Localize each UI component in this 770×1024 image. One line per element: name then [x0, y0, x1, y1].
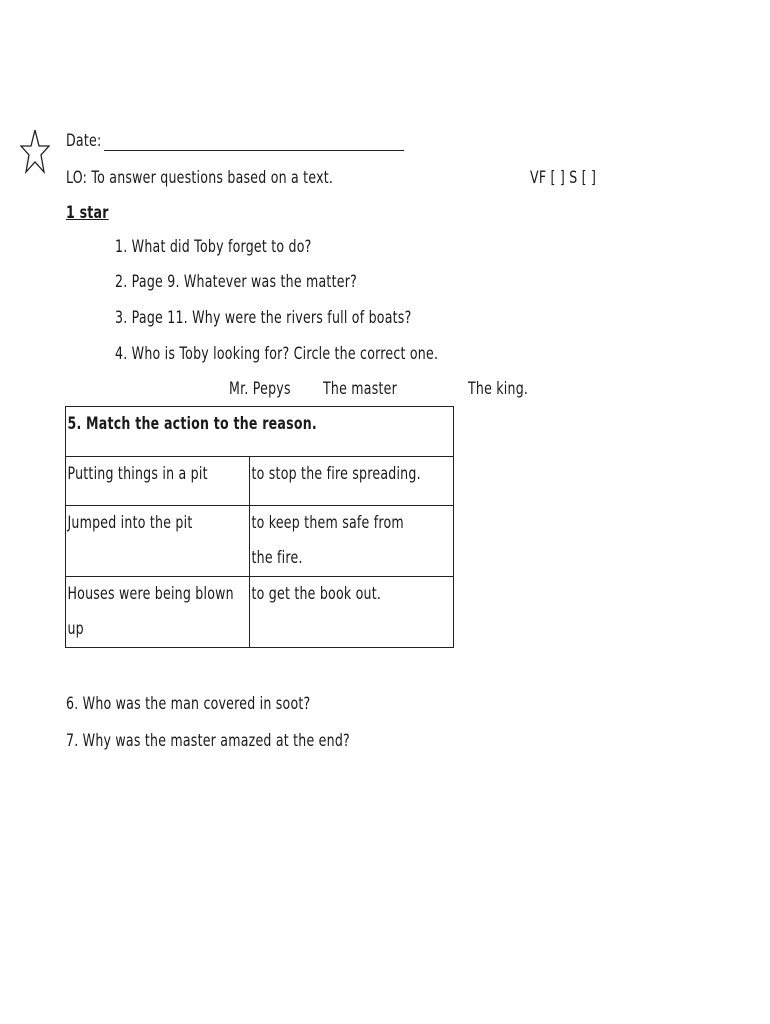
- reason-text: to keep them safe from the fire.: [251, 513, 404, 568]
- table-row: [66, 457, 454, 506]
- option-the-master: The master: [323, 379, 397, 399]
- action-cell: [66, 577, 250, 648]
- reason-cell: [250, 457, 454, 506]
- reason-text: to stop the fire spreading.: [251, 464, 421, 484]
- question-1: 1. What did Toby forget to do?: [115, 237, 312, 257]
- option-the-king: The king.: [468, 379, 529, 399]
- question-3: 3. Page 11. Why were the rivers full of boats?: [115, 308, 412, 328]
- action-text: Houses were being blown up: [67, 584, 234, 639]
- date-label: Date:: [66, 131, 102, 151]
- match-table-heading: 5. Match the action to the reason.: [67, 414, 317, 434]
- question-2: 2. Page 9. Whatever was the matter?: [115, 272, 357, 292]
- table-row: [66, 577, 454, 648]
- learning-objective: LO: To answer questions based on a text.: [66, 168, 334, 188]
- reason-text: to get the book out.: [251, 584, 382, 604]
- action-text: Putting things in a pit: [67, 464, 208, 484]
- match-table-heading-cell: [66, 407, 454, 457]
- reason-cell: [250, 577, 454, 648]
- reason-cell: [250, 506, 454, 577]
- option-mr-pepys: Mr. Pepys: [229, 379, 291, 399]
- question-6: 6. Who was the man covered in soot?: [66, 694, 311, 714]
- action-text: Jumped into the pit: [67, 513, 193, 533]
- action-cell: [66, 457, 250, 506]
- question-4: 4. Who is Toby looking for? Circle the correct one.: [115, 344, 439, 364]
- match-table-heading-row: [66, 407, 454, 457]
- action-cell: [66, 506, 250, 577]
- table-row: [66, 506, 454, 577]
- match-table: [65, 406, 454, 648]
- level-heading: 1 star: [66, 203, 109, 223]
- grading-boxes: VF [ ] S [ ]: [530, 168, 597, 188]
- date-answer-line: [104, 150, 404, 151]
- question-7: 7. Why was the master amazed at the end?: [66, 731, 350, 751]
- star-icon: [20, 128, 50, 176]
